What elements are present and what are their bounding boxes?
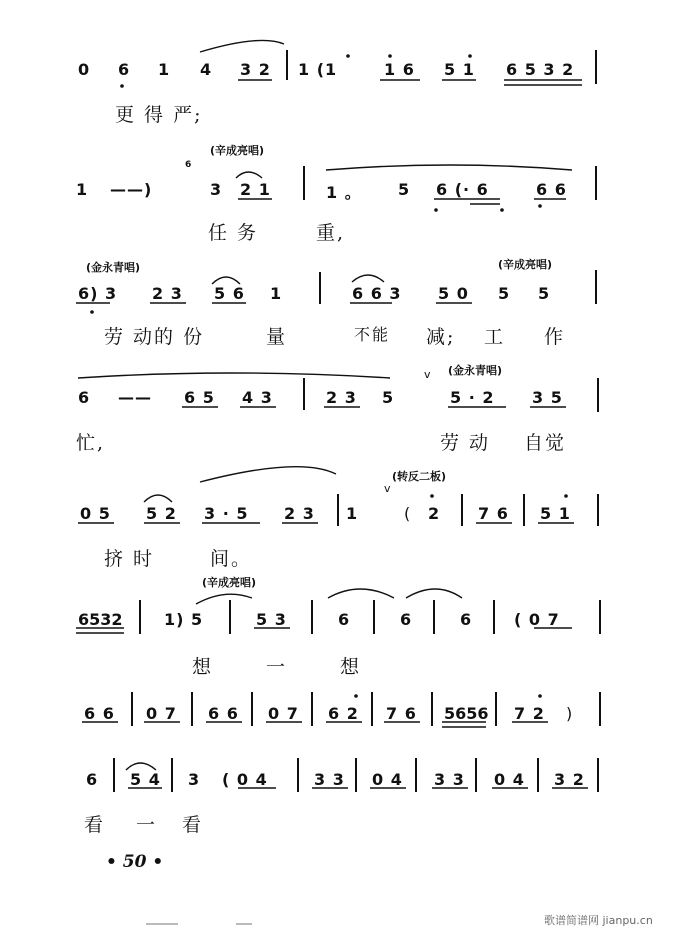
note: (	[404, 504, 412, 523]
lyric: 作	[544, 326, 566, 348]
octave-dot	[430, 494, 434, 498]
note: 0 7	[146, 704, 177, 723]
octave-dot	[538, 204, 542, 208]
lyric: 重,	[316, 222, 346, 244]
note: 5	[498, 284, 511, 303]
note: )	[566, 704, 574, 723]
note: 6532	[78, 610, 123, 629]
singer-annotation: (金永青唱)	[86, 261, 141, 274]
note: 6	[78, 388, 91, 407]
slur	[326, 165, 572, 170]
note: 1 6	[384, 60, 415, 79]
note: 2 1	[240, 180, 271, 199]
slur	[406, 589, 462, 598]
slur	[78, 373, 390, 378]
octave-dot	[354, 694, 358, 698]
note: 5 4	[130, 770, 161, 789]
lyric: 想	[340, 656, 362, 678]
note: ( 0 4	[222, 770, 268, 789]
slur	[236, 172, 262, 178]
note: 1	[76, 180, 89, 199]
octave-dot	[564, 494, 568, 498]
slur	[200, 40, 284, 52]
lyric: 挤 时	[104, 548, 155, 570]
note: 3 3	[434, 770, 465, 789]
note: 1) 5	[164, 610, 204, 629]
note: 6 5	[184, 388, 215, 407]
note: 3 2	[240, 60, 271, 79]
singer-annotation: (金永青唱)	[448, 364, 503, 377]
note: 6 6	[208, 704, 239, 723]
lyric: 劳 动的 份	[104, 326, 205, 348]
note: 6 6	[536, 180, 567, 199]
octave-dot	[346, 54, 350, 58]
note: ( 0 7	[514, 610, 560, 629]
note: 3 2	[554, 770, 585, 789]
note: 6 6 3	[352, 284, 402, 303]
note: 0	[78, 60, 91, 79]
octave-dot	[388, 54, 392, 58]
lyric: 想	[192, 656, 214, 678]
lyric: 看	[182, 814, 204, 836]
note: 5	[538, 284, 551, 303]
note: 2 3	[284, 504, 315, 523]
note: 7 2	[514, 704, 545, 723]
singer-annotation: (辛成亮唱)	[498, 258, 553, 271]
slur	[144, 495, 172, 502]
lyric: 更 得 严;	[115, 104, 203, 126]
breath-mark: v	[424, 368, 431, 381]
note: 3 · 5	[204, 504, 249, 523]
note: 5 1	[540, 504, 571, 523]
breath-mark: v	[384, 482, 391, 495]
octave-dot	[90, 310, 94, 314]
note: 5656	[444, 704, 489, 723]
lyric: 自觉	[524, 432, 567, 454]
note: 6	[460, 610, 473, 629]
note: 1	[270, 284, 283, 303]
singer-annotation: (辛成亮唱)	[202, 576, 257, 589]
note: 0 4	[372, 770, 403, 789]
note: 2	[428, 504, 441, 523]
note: 1	[158, 60, 171, 79]
note: 7 6	[386, 704, 417, 723]
singer-annotation: (辛成亮唱)	[210, 144, 265, 157]
note: 5 2	[146, 504, 177, 523]
note: 6	[400, 610, 413, 629]
octave-dot	[500, 208, 504, 212]
note: 0 4	[494, 770, 525, 789]
note: 3	[210, 180, 223, 199]
note: 7 6	[478, 504, 509, 523]
note: 6 5 3 2	[506, 60, 575, 79]
note: 4	[200, 60, 213, 79]
lyric: 不能	[354, 325, 391, 344]
lyric: 量	[266, 326, 288, 348]
note: 0 7	[268, 704, 299, 723]
note: 3 5	[532, 388, 563, 407]
note: 5 0	[438, 284, 469, 303]
slur	[126, 763, 156, 770]
note: 5	[398, 180, 411, 199]
note: 4 3	[242, 388, 273, 407]
note: 2 3	[326, 388, 357, 407]
slur	[196, 594, 252, 604]
note: ——)	[110, 180, 153, 199]
lyric: 减;	[426, 326, 456, 348]
note: 0 5	[80, 504, 111, 523]
lyric: 间。	[210, 548, 253, 570]
slur	[328, 589, 394, 598]
note: 6 2	[328, 704, 359, 723]
note: 6	[86, 770, 99, 789]
note: ——	[118, 388, 152, 407]
slur	[200, 467, 336, 482]
note: 1 。	[326, 183, 362, 202]
note: 6 (· 6	[436, 180, 489, 199]
lyric: 一	[266, 656, 288, 678]
octave-dot	[538, 694, 542, 698]
note: 5	[382, 388, 395, 407]
note: 3	[188, 770, 201, 789]
note: 5 3	[256, 610, 287, 629]
lyric: 看	[84, 814, 106, 836]
watermark: 歌谱简谱网 jianpu.cn	[544, 914, 653, 927]
lyric: 忙,	[76, 432, 106, 454]
note: 1 (1	[298, 60, 338, 79]
lyric: 任 务	[208, 222, 259, 244]
lyric: 一	[136, 814, 158, 836]
note: 6	[118, 60, 131, 79]
lyric: 劳 动	[440, 432, 491, 454]
octave-dot	[120, 84, 124, 88]
page-number: • 50 •	[106, 852, 164, 872]
note: 5 1	[444, 60, 475, 79]
lyric: 工	[484, 326, 506, 348]
note: 5 6	[214, 284, 245, 303]
tempo-annotation: (转反二板)	[392, 470, 447, 483]
slur	[212, 277, 240, 284]
note: 2 3	[152, 284, 183, 303]
octave-dot	[434, 208, 438, 212]
note: 5 · 2	[450, 388, 495, 407]
octave-dot	[468, 54, 472, 58]
note: 3 3	[314, 770, 345, 789]
note: 6 6	[84, 704, 115, 723]
slur	[352, 275, 384, 282]
grace-note: 6	[185, 160, 192, 170]
note: 1	[346, 504, 359, 523]
note: 6	[338, 610, 351, 629]
note: 6) 3	[78, 284, 118, 303]
